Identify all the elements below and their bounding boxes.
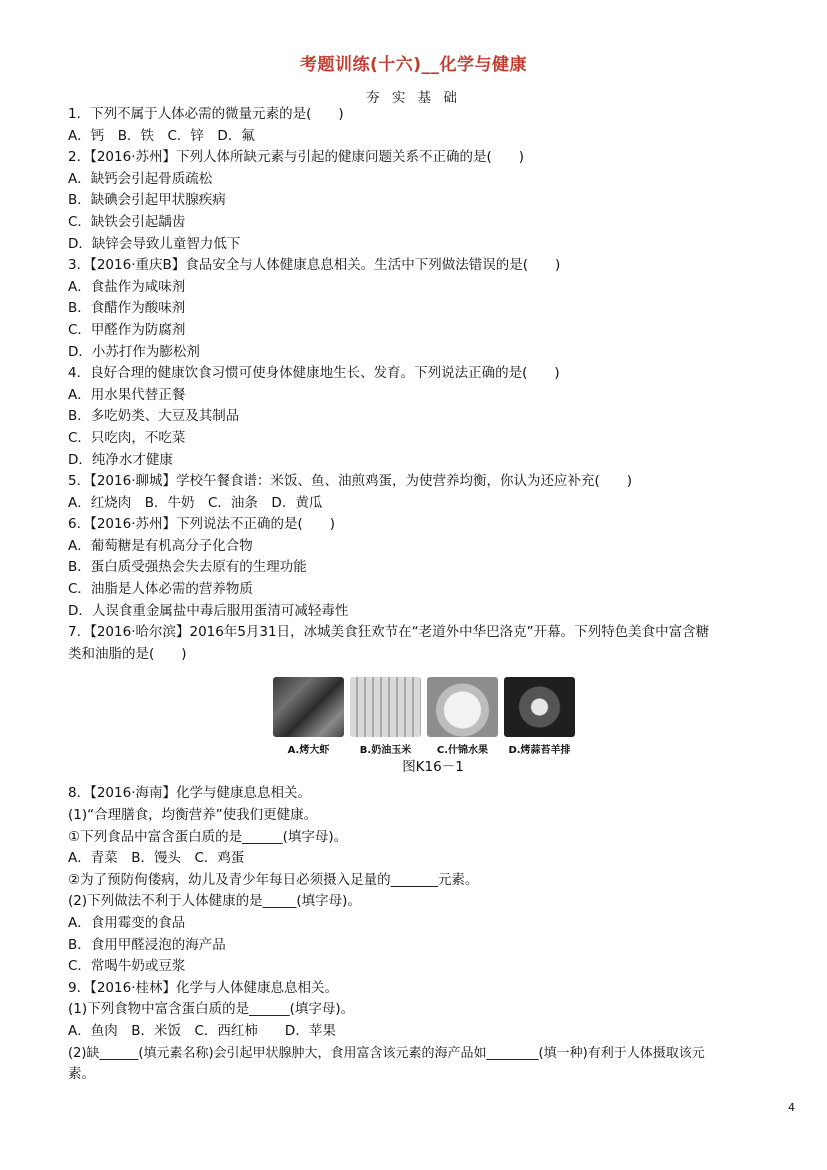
option-line: B．缺碘会引起甲状腺疾病 bbox=[68, 192, 226, 209]
option-line: A．缺钙会引起骨质疏松 bbox=[68, 170, 213, 187]
option-line: B．食醋作为酸味剂 bbox=[68, 300, 186, 317]
sub-question-line: ①下列食品中富含蛋白质的是______(填字母)。 bbox=[68, 828, 348, 845]
figure-label: 图K16－1 bbox=[402, 759, 464, 776]
question-line: 2．【2016·苏州】下列人体所缺元素与引起的健康问题关系不正确的是( ) bbox=[68, 149, 525, 166]
option-line: A．鱼肉 B．米饭 C．西红柿 D．苹果 bbox=[68, 1022, 336, 1039]
figure-caption: B.奶油玉米 bbox=[359, 745, 412, 757]
option-line: A．用水果代替正餐 bbox=[68, 386, 186, 403]
question-line: 7．【2016·哈尔滨】2016年5月31日，冰城美食狂欢节在“老道外中华巴洛克”开幕。下列特色美食中富含糖 bbox=[68, 624, 710, 641]
section-heading: 夯 实 基 础 bbox=[366, 90, 461, 106]
question-list bbox=[68, 104, 798, 1086]
sub-question-line: (1)“合理膳食，均衡营养”使我们更健康。 bbox=[68, 807, 318, 824]
grilled-shrimp-image bbox=[273, 677, 344, 737]
option-line: C．常喝牛奶或豆浆 bbox=[68, 958, 186, 975]
sub-question-line: ②为了预防佝偻病，幼儿及青少年每日必须摄入足量的_______元素。 bbox=[68, 871, 479, 888]
figure-option-a bbox=[273, 677, 344, 756]
sub-question-line: 素。 bbox=[68, 1066, 95, 1083]
option-line: A．食盐作为咸味剂 bbox=[68, 278, 186, 295]
question-line: 8．【2016·海南】化学与健康息息相关。 bbox=[68, 785, 311, 802]
question-line: 3．【2016·重庆B】食品安全与人体健康息息相关。生活中下列做法错误的是( ) bbox=[68, 257, 561, 274]
option-line: C．甲醛作为防腐剂 bbox=[68, 321, 186, 338]
sub-question-line: (2)缺______(填元素名称)会引起甲状腺肿大，食用富含该元素的海产品如________(填一种)有利于人体摄取该元 bbox=[68, 1045, 705, 1061]
option-line: A．葡萄糖是有机高分子化合物 bbox=[68, 537, 253, 554]
mixed-fruit-image bbox=[427, 677, 498, 737]
page-number: 4 bbox=[788, 1101, 795, 1114]
figure-option-b bbox=[350, 677, 421, 756]
question-line: 5．【2016·聊城】学校午餐食谱：米饭、鱼、油煎鸡蛋，为使营养均衡，你认为还应补充( ) bbox=[68, 473, 633, 490]
option-line: C．缺铁会引起龋齿 bbox=[68, 213, 186, 230]
option-line: A．青菜 B．馒头 C．鸡蛋 bbox=[68, 850, 245, 867]
question-line: 1．下列不属于人体必需的微量元素的是( ) bbox=[68, 106, 344, 122]
figure-option-d bbox=[504, 677, 575, 756]
sub-question-line: (2)下列做法不利于人体健康的是_____(填字母)。 bbox=[68, 893, 361, 910]
figure-caption: A.烤大虾 bbox=[287, 745, 330, 757]
question-line: 9．【2016·桂林】化学与人体健康息息相关。 bbox=[68, 979, 338, 996]
question-line: 4．良好合理的健康饮食习惯可使身体健康地生长、发育。下列说法正确的是( ) bbox=[68, 365, 560, 382]
option-line: C．只吃肉，不吃菜 bbox=[68, 429, 186, 446]
option-line: D．纯净水才健康 bbox=[68, 451, 173, 468]
option-line: D．人误食重金属盐中毒后服用蛋清可减轻毒性 bbox=[68, 602, 349, 619]
option-line: A．红烧肉 B．牛奶 C．油条 D．黄瓜 bbox=[68, 494, 323, 511]
option-line: C．油脂是人体必需的营养物质 bbox=[68, 581, 253, 598]
food-figure bbox=[68, 669, 798, 781]
butter-corn-image bbox=[350, 677, 421, 737]
option-line: B．食用甲醛浸泡的海产品 bbox=[68, 936, 226, 953]
option-line: A．食用霉变的食品 bbox=[68, 915, 186, 931]
question-line: 类和油脂的是( ) bbox=[68, 645, 187, 662]
sub-question-line: (1)下列食物中富含蛋白质的是______(填字母)。 bbox=[68, 1001, 355, 1018]
figure-caption: D.烤蒜苔羊排 bbox=[508, 745, 571, 757]
page-title: 考题训练(十六)__化学与健康 bbox=[299, 55, 528, 75]
option-line: D．小苏打作为膨松剂 bbox=[68, 343, 200, 360]
option-line: D．缺锌会导致儿童智力低下 bbox=[68, 235, 241, 252]
lamb-chop-image bbox=[504, 677, 575, 737]
option-line: B．多吃奶类、大豆及其制品 bbox=[68, 408, 240, 425]
option-line: A．钙 B．铁 C．锌 D．氟 bbox=[68, 127, 255, 144]
figure-caption: C.什锦水果 bbox=[436, 745, 489, 757]
option-line: B．蛋白质受强热会失去原有的生理功能 bbox=[68, 559, 307, 576]
figure-option-c bbox=[427, 677, 498, 756]
question-line: 6．【2016·苏州】下列说法不正确的是( ) bbox=[68, 516, 336, 533]
